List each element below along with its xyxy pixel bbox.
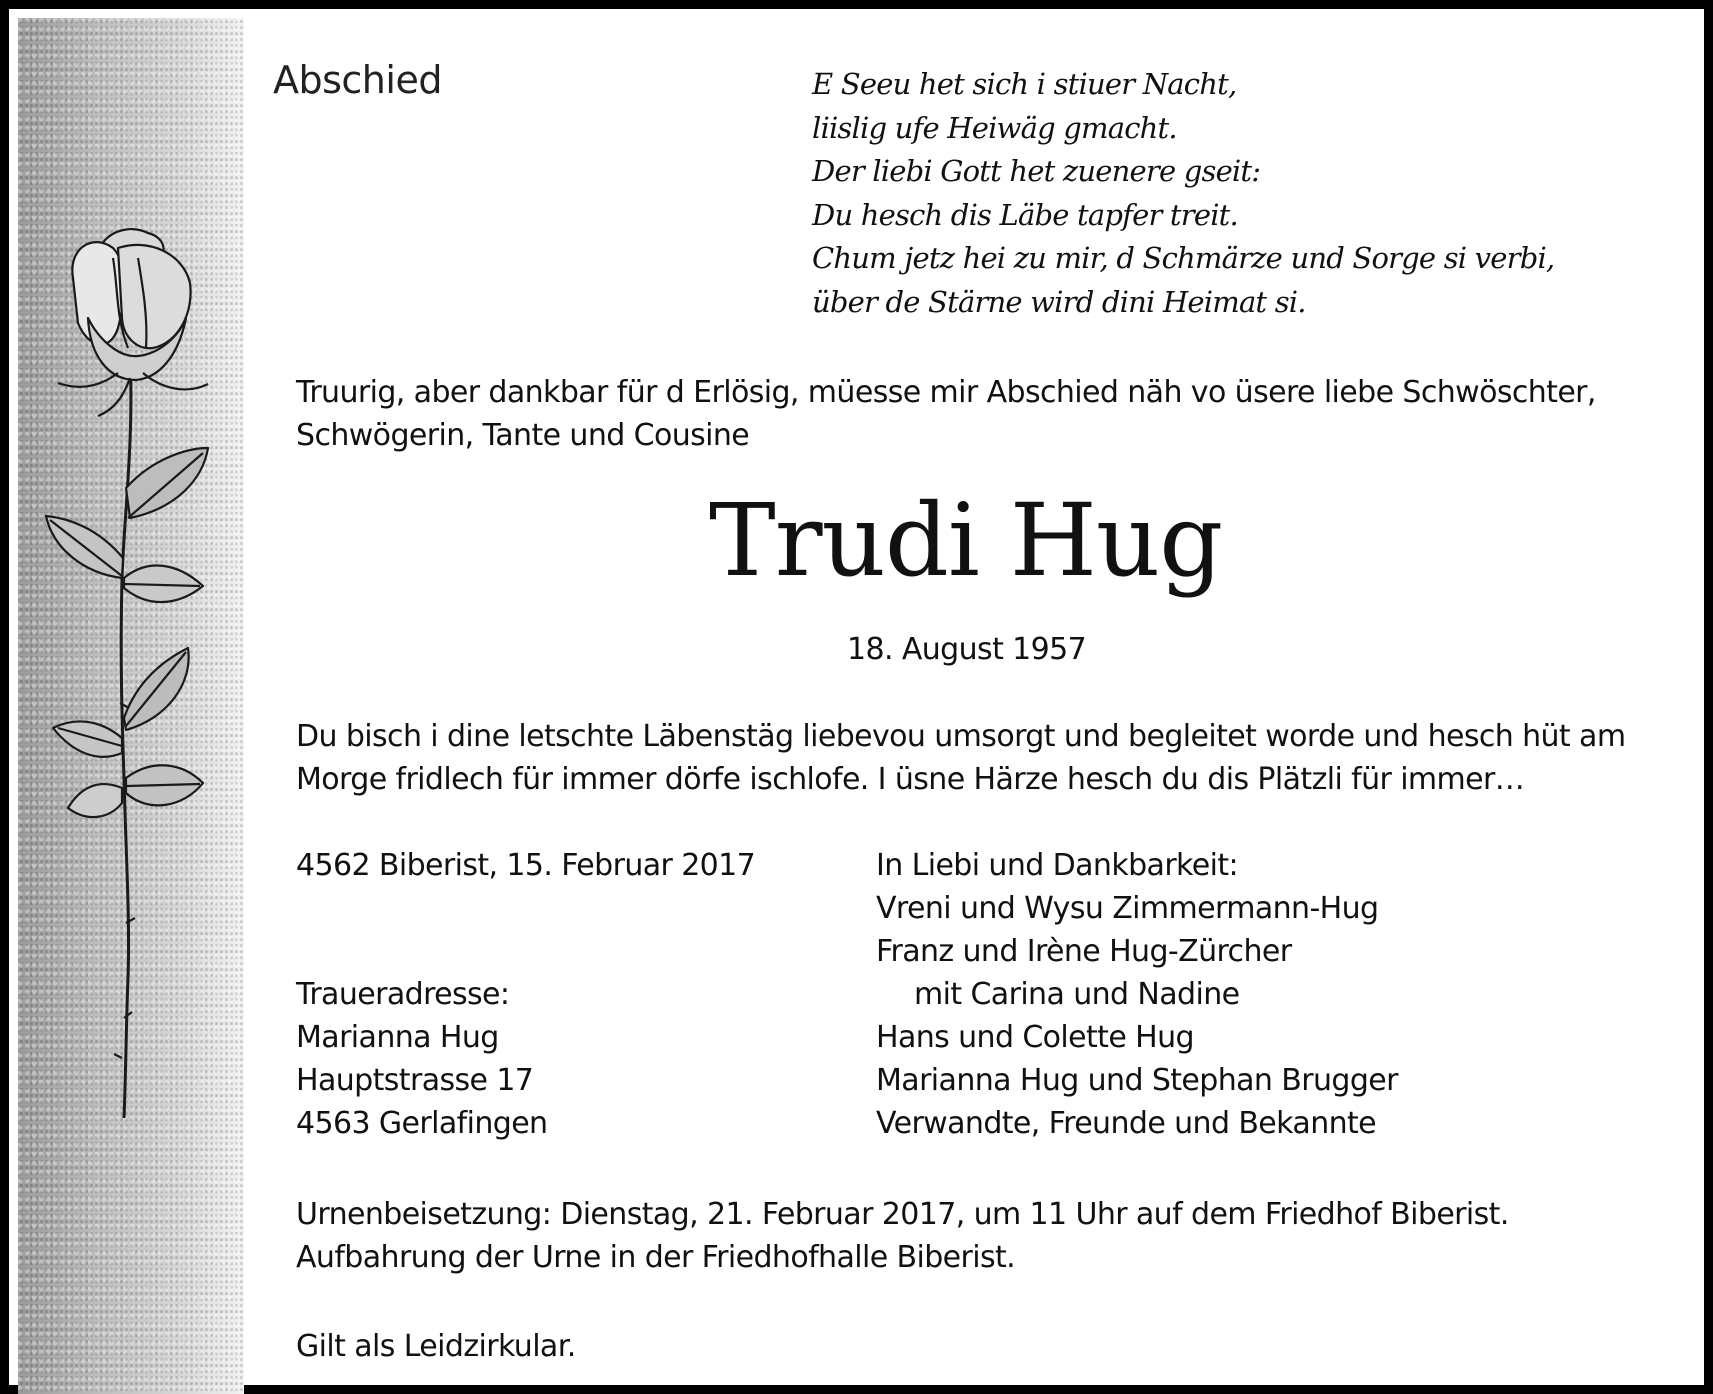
rose-illustration-panel xyxy=(18,18,244,1394)
address-line: 4563 Gerlafingen xyxy=(296,1106,548,1141)
mourner-line: Vreni und Wysu Zimmermann-Hug xyxy=(876,891,1379,926)
place-date: 4562 Biberist, 15. Februar 2017 xyxy=(296,848,756,883)
funeral-line: Urnenbeisetzung: Dienstag, 21. Februar 2017, um 11 Uhr auf dem Friedhof Biberist. xyxy=(296,1197,1509,1232)
mourner-line: Verwandte, Freunde und Bekannte xyxy=(876,1106,1377,1141)
funeral-line: Aufbahrung der Urne in der Friedhofhalle Biberist. xyxy=(296,1240,1016,1275)
poem-line: über de Stärne wird dini Heimat si. xyxy=(812,284,1306,319)
poem-line: Chum jetz hei zu mir, d Schmärze und Sorge si verbi, xyxy=(812,241,1555,275)
heading: Abschied xyxy=(273,58,442,102)
rose-icon xyxy=(18,18,244,1394)
deceased-name: Trudi Hug xyxy=(709,482,1223,599)
intro-line: Schwögerin, Tante und Cousine xyxy=(296,418,750,453)
mourner-line: Franz und Irène Hug-Zürcher xyxy=(876,934,1292,969)
message-line: Morge fridlech für immer dörfe ischlofe. I üsne Härze hesch du dis Plätzli für immer… xyxy=(296,762,1525,797)
poem-line: Du hesch dis Läbe tapfer treit. xyxy=(812,197,1238,232)
poem-line: Der liebi Gott het zuenere gseit: xyxy=(812,154,1261,188)
address-line: Hauptstrasse 17 xyxy=(296,1063,534,1098)
address-line: Marianna Hug xyxy=(296,1020,499,1055)
mourner-line: mit Carina und Nadine xyxy=(914,977,1240,1012)
mourner-line: Hans und Colette Hug xyxy=(876,1020,1194,1055)
closing-note: Gilt als Leidzirkular. xyxy=(296,1329,576,1364)
address-line: Traueradresse: xyxy=(296,977,510,1012)
mourner-line: In Liebi und Dankbarkeit: xyxy=(876,848,1239,883)
message-line: Du bisch i dine letschte Läbenstäg liebevou umsorgt und begleitet worde und hesch hüt am xyxy=(296,719,1626,754)
intro-line: Truurig, aber dankbar für d Erlösig, müesse mir Abschied näh vo üsere liebe Schwöschter, xyxy=(296,375,1596,410)
mourner-line: Marianna Hug und Stephan Brugger xyxy=(876,1063,1398,1098)
poem-line: E Seeu het sich i stiuer Nacht, xyxy=(812,67,1237,101)
poem-line: liislig ufe Heiwäg gmacht. xyxy=(812,110,1177,145)
birth-date: 18. August 1957 xyxy=(847,632,1087,667)
